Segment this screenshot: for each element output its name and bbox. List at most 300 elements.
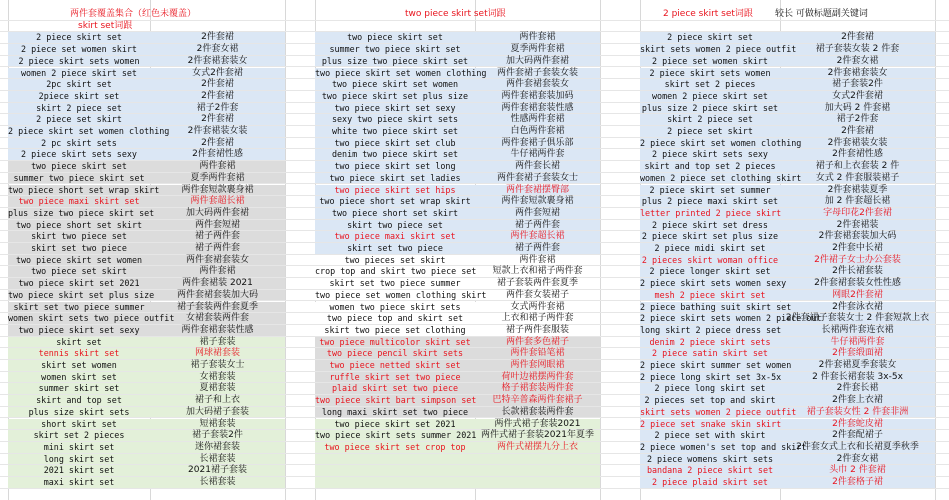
block3-translation-cell[interactable]: 2件套配裙子: [832, 430, 883, 441]
block1-keyword-cell[interactable]: skirt 2 piece set: [36, 102, 122, 113]
block1-subtitle[interactable]: skirt set词跟: [78, 20, 133, 31]
block1-translation-cell[interactable]: 长裙套装: [199, 477, 236, 487]
table-row: [0, 231, 949, 243]
block2-keyword-cell[interactable]: sexy two piece skirt sets: [331, 114, 459, 125]
block1-keyword-cell[interactable]: 2 piece set women skirt: [21, 44, 137, 55]
row-number[interactable]: [0, 255, 8, 266]
block1-keyword-cell[interactable]: two piece skirt set sexy: [18, 324, 140, 335]
block3-keyword-cell[interactable]: 2 piece women's set top and skirt: [640, 441, 807, 452]
block1-keyword-cell[interactable]: two piece short set skirt: [15, 219, 143, 230]
block2-translation-cell[interactable]: 两件式裙子套装2021: [494, 418, 581, 429]
row-number[interactable]: [0, 44, 8, 55]
block1-translation-cell[interactable]: 迷你裙套装: [194, 441, 240, 452]
block2-keyword-cell[interactable]: skirt set two piece: [347, 243, 443, 253]
block1-translation-cell[interactable]: 长裙套装: [199, 453, 236, 464]
block3-translation-cell[interactable]: 网眼2件套裙: [832, 289, 883, 300]
block1-translation-cell[interactable]: 两件套裙装 2021: [182, 278, 253, 289]
block2-keyword-cell[interactable]: summer two piece skirt set: [329, 44, 461, 55]
block1-keyword-cell[interactable]: two piece skirt set: [31, 161, 127, 172]
block2-translation-cell[interactable]: 性感两件套裙: [510, 114, 565, 125]
block1-keyword-cell[interactable]: women 2 piece skirt set: [21, 67, 137, 78]
block1-translation-cell[interactable]: 加大码两件套裙: [185, 207, 249, 218]
block2-translation-cell[interactable]: 两件套裙套装女: [505, 79, 569, 90]
block3-keyword-cell[interactable]: 2 piece longer skirt set: [649, 266, 771, 277]
block1-keyword-cell[interactable]: tennis skirt set: [38, 348, 120, 359]
block2-keyword-cell[interactable]: crop top and skirt two piece set: [315, 266, 477, 277]
row-number[interactable]: [0, 68, 8, 79]
block3-keyword-cell[interactable]: mesh 2 piece skirt set: [654, 289, 766, 300]
block3-keyword-cell[interactable]: skirt sets women 2 piece outfit: [640, 406, 797, 417]
block1-keyword-cell[interactable]: long skirt set: [43, 453, 115, 464]
block1-keyword-cell[interactable]: 2 piece skirt set: [36, 32, 122, 43]
block2-keyword-cell[interactable]: two piece skirt set plus size: [321, 90, 469, 101]
block2-keyword-cell[interactable]: two piece skirt set 2021: [334, 418, 456, 429]
row-number[interactable]: [0, 266, 8, 277]
table-row: [0, 56, 949, 68]
block1-keyword-cell[interactable]: 2 piece skirt sets sexy: [21, 149, 137, 160]
block3-translation-cell[interactable]: 裙子2件套: [836, 114, 879, 125]
block2-translation-cell[interactable]: 巴特辛普森两件套裙子: [492, 395, 583, 406]
block2-keyword-cell[interactable]: two piece skirt set women: [331, 79, 459, 90]
table-row: [0, 360, 949, 372]
table-row: [0, 114, 949, 126]
block3-note[interactable]: 较长 可做标题副关键词: [775, 9, 868, 19]
block3-keyword-cell[interactable]: 2 piece skirt sets women sexy: [640, 278, 787, 289]
row-number[interactable]: [0, 278, 8, 289]
row-number[interactable]: [0, 243, 8, 254]
block3-keyword-cell[interactable]: women 2 piece set clothing skirt: [640, 172, 802, 183]
block3-translation-cell[interactable]: 2件套裙装女装: [827, 137, 888, 148]
block3-keyword-cell[interactable]: 2 piece skirt set dress: [652, 219, 768, 230]
table-row: [0, 383, 949, 395]
block3-translation-cell[interactable]: 裙子和上衣套装 2 件: [815, 161, 900, 172]
block1-keyword-cell[interactable]: skirt set: [56, 336, 102, 347]
block1-keyword-cell[interactable]: 2 piece skirt sets women: [18, 55, 140, 66]
block2-title[interactable]: two piece skirt set词跟: [405, 9, 506, 19]
block2-keyword-cell[interactable]: two piece maxi skirt set: [334, 231, 456, 242]
block2-translation-cell[interactable]: 两件套短裙: [514, 207, 560, 218]
block1-translation-cell[interactable]: 裙子和上衣: [194, 395, 240, 406]
block2-translation-cell[interactable]: 两件套裙子套装女装: [496, 67, 578, 78]
block3-translation-cell[interactable]: 2件套格子裙: [832, 477, 883, 487]
table-row: [0, 266, 949, 278]
block1-keyword-cell[interactable]: two piece short set wrap skirt: [8, 184, 160, 195]
row-number[interactable]: [0, 313, 8, 324]
block1-keyword-cell[interactable]: women skirt set: [41, 371, 117, 382]
row-number[interactable]: [0, 185, 8, 196]
table-row: [0, 196, 949, 208]
block3-keyword-cell[interactable]: 2 piece bathing suit skirt set: [640, 301, 792, 312]
table-row: [0, 372, 949, 384]
block2-keyword-cell[interactable]: plaid skirt set two piece: [331, 383, 459, 394]
block3-translation-cell[interactable]: 2件套裙套装加大码: [818, 231, 897, 242]
block2-keyword-cell[interactable]: white two piece skirt set: [331, 126, 459, 136]
block3-keyword-cell[interactable]: 2 piece womens skirt sets: [646, 453, 774, 464]
block3-keyword-cell[interactable]: skirt 2 piece set: [667, 114, 753, 125]
row-number[interactable]: [0, 325, 8, 336]
row-number[interactable]: [0, 442, 8, 453]
row-number[interactable]: [0, 372, 8, 383]
block1-translation-cell[interactable]: 短裙套装: [199, 418, 236, 429]
block1-keyword-cell[interactable]: two piece maxi skirt set: [18, 196, 140, 207]
block1-translation-cell[interactable]: 裙子套装: [199, 336, 236, 347]
table-row: [0, 79, 949, 91]
block1-translation-cell[interactable]: 女式2件套裙: [192, 67, 243, 78]
block3-keyword-cell[interactable]: plus size 2 piece skirt set: [641, 102, 779, 113]
block3-keyword-cell[interactable]: 2 pieces set top and skirt: [644, 395, 776, 406]
table-row: [0, 348, 949, 360]
block1-keyword-cell[interactable]: 2 pc skirt sets: [41, 137, 117, 148]
table-row: [0, 208, 949, 220]
block2-keyword-cell[interactable]: two piece short set skirt: [331, 207, 459, 218]
block2-keyword-cell[interactable]: two piece skirt set crop top: [324, 441, 466, 452]
block2-translation-cell[interactable]: 两件套长裙: [514, 161, 560, 172]
block3-translation-cell[interactable]: 2件套裙: [841, 32, 874, 43]
block2-translation-cell[interactable]: 两件套裙子套装女士: [496, 172, 578, 183]
block2-translation-cell[interactable]: 两件套裙子俱乐部: [501, 137, 574, 148]
block2-translation-cell[interactable]: 两件式裙摆九分上衣: [496, 441, 578, 452]
block3-translation-cell[interactable]: 2件套中长裙: [832, 243, 883, 253]
block3-translation-cell[interactable]: 裙子套装女装 2 件套: [815, 44, 900, 55]
block1-keyword-cell[interactable]: women skirt sets two piece outfit: [8, 313, 175, 324]
block3-translation-cell[interactable]: 2件套缎面裙: [832, 348, 883, 359]
block2-keyword-cell[interactable]: two piece skirt set women clothing: [315, 67, 487, 78]
block1-keyword-cell[interactable]: two piece skirt set women: [15, 254, 143, 265]
block1-keyword-cell[interactable]: skirt set two piece summer: [13, 301, 145, 312]
row-number[interactable]: [0, 103, 8, 114]
table-row: [0, 103, 949, 115]
row-number[interactable]: [0, 337, 8, 348]
block1-keyword-cell[interactable]: 2021 skirt set: [43, 465, 115, 476]
table-row: [0, 313, 949, 325]
block3-translation-cell[interactable]: 加大码 2 件套裙: [824, 102, 891, 113]
table-row: [0, 138, 949, 150]
block3-keyword-cell[interactable]: 2 piece skirt set: [667, 32, 753, 43]
block2-translation-cell[interactable]: 上衣和裙子两件套: [501, 313, 574, 324]
block1-translation-cell[interactable]: 两件套短款裹身裙: [181, 184, 254, 195]
row-number[interactable]: [0, 208, 8, 219]
block3-translation-cell[interactable]: 2件套裙装: [836, 219, 879, 230]
block3-translation-cell[interactable]: 加 2 件套超长裙: [824, 196, 891, 207]
block2-translation-cell[interactable]: 荷叶边裙摆两件套: [501, 371, 574, 382]
block2-keyword-cell[interactable]: two piece skirt set long: [334, 161, 456, 172]
block1-keyword-cell[interactable]: mini skirt set: [43, 441, 115, 452]
block3-translation-cell[interactable]: 2件裙子女士办公套装: [814, 254, 901, 265]
row-number[interactable]: [0, 32, 8, 43]
block1-translation-cell[interactable]: 两件套裙套装性感: [181, 324, 254, 335]
row-number[interactable]: [0, 407, 8, 418]
block1-keyword-cell[interactable]: two piece set skirt: [31, 266, 127, 277]
block3-translation-cell[interactable]: 裙子套装女性 2 件套非洲: [806, 406, 909, 417]
block2-translation-cell[interactable]: 两件套网眼裙: [510, 360, 565, 370]
block3-keyword-cell[interactable]: 2 piece skirt set women clothing: [640, 137, 802, 148]
block1-translation-cell[interactable]: 裙子套装两件套夏季: [176, 301, 258, 312]
block3-translation-cell[interactable]: 2件套上衣裙: [832, 395, 883, 406]
block2-translation-cell[interactable]: 两件套铅笔裙: [510, 348, 565, 359]
row-number[interactable]: [0, 430, 8, 441]
block2-translation-cell[interactable]: 裙子两件套服装: [505, 324, 569, 335]
table-row: [0, 243, 949, 255]
block2-translation-cell[interactable]: 两件套裙套装性感: [501, 102, 574, 113]
block2-keyword-cell[interactable]: two piece top and skirt set: [326, 313, 464, 324]
block1-keyword-cell[interactable]: two piece skirt set 2021: [18, 278, 140, 289]
block3-keyword-cell[interactable]: 2 piece set women skirt: [652, 55, 768, 66]
block3-translation-cell[interactable]: 头巾 2 件套裙: [829, 465, 886, 476]
block2-keyword-cell[interactable]: two piece pencil skirt sets: [326, 348, 464, 359]
block3-translation-cell[interactable]: 裙子套装2件: [832, 79, 883, 90]
block1-keyword-cell[interactable]: 2piece skirt set: [38, 90, 120, 101]
block3-title[interactable]: 2 piece skirt set词跟: [663, 9, 753, 19]
block2-keyword-cell[interactable]: two piece skirt set club: [334, 137, 456, 148]
block2-translation-cell[interactable]: 白色两件套裙: [510, 126, 565, 136]
row-number[interactable]: [0, 419, 8, 430]
block3-keyword-cell[interactable]: 2 piece skirt set plus size: [641, 231, 779, 242]
block2-translation-cell[interactable]: 两件套多色裙子: [505, 336, 569, 347]
block3-keyword-cell[interactable]: skirt and top set 2 pieces: [644, 161, 776, 172]
block3-keyword-cell[interactable]: 2 piece set skirt: [667, 126, 753, 136]
table-row: [0, 255, 949, 267]
row-number[interactable]: [0, 348, 8, 359]
block1-keyword-cell[interactable]: skirt set 2 pieces: [33, 430, 125, 441]
block3-translation-cell[interactable]: 2件套女裙: [836, 55, 879, 66]
block3-keyword-cell[interactable]: skirt sets women 2 piece outfit: [640, 44, 797, 55]
table-row: [0, 44, 949, 56]
block2-keyword-cell[interactable]: two pieces set skirt: [344, 254, 446, 265]
block2-keyword-cell[interactable]: two piece skirt set ladies: [329, 172, 461, 183]
block1-translation-cell[interactable]: 夏裙套装: [199, 383, 236, 394]
block3-keyword-cell[interactable]: 2 piece long skirt set 3x-5x: [640, 371, 782, 382]
block3-translation-cell[interactable]: 牛仔裙两件套: [830, 336, 885, 347]
block2-translation-cell[interactable]: 裙子两件套: [514, 243, 560, 253]
block1-translation-cell[interactable]: 两件套超长裙: [190, 196, 245, 207]
block2-keyword-cell[interactable]: women two piece skirt sets: [329, 301, 461, 312]
block1-translation-cell[interactable]: 裙子两件套: [194, 243, 240, 253]
block3-keyword-cell[interactable]: bandana 2 piece skirt set: [646, 465, 774, 476]
block3-keyword-cell[interactable]: denim 2 piece skirt sets: [649, 336, 771, 347]
block3-keyword-cell[interactable]: 2 piece skirt sets women: [649, 67, 771, 78]
block1-translation-cell[interactable]: 网球裙套装: [194, 348, 240, 359]
block2-translation-cell[interactable]: 裙子套装两件套夏季: [496, 278, 578, 289]
row-number[interactable]: [0, 454, 8, 465]
row-number[interactable]: [0, 465, 8, 476]
row-number[interactable]: [0, 91, 8, 102]
block1-translation-cell[interactable]: 两件套短裙: [194, 219, 240, 230]
block1-translation-cell[interactable]: 裙子两件套: [194, 231, 240, 242]
block1-translation-cell[interactable]: 2021裙子套装: [188, 465, 247, 476]
table-row: [0, 278, 949, 290]
block3-translation-cell[interactable]: 2件套蛇皮裙: [832, 418, 883, 429]
row-number[interactable]: [0, 114, 8, 125]
block1-translation-cell[interactable]: 裙子2件套: [196, 102, 239, 113]
block1-keyword-cell[interactable]: skirt two piece set: [31, 231, 127, 242]
block2-translation-cell[interactable]: 两件套裙: [519, 32, 556, 43]
block2-keyword-cell[interactable]: two piece skirt sets summer 2021: [315, 430, 477, 441]
block2-translation-cell[interactable]: 加大码两件套裙: [505, 55, 569, 66]
block2-translation-cell[interactable]: 牛仔裙两件套: [510, 149, 565, 160]
block2-keyword-cell[interactable]: two piece netted skirt set: [329, 360, 461, 370]
block3-keyword-cell[interactable]: 2 piece midi skirt set: [654, 243, 766, 253]
row-number[interactable]: [0, 477, 8, 488]
block2-translation-cell[interactable]: 两件套裙套装加码: [501, 90, 574, 101]
block3-translation-cell[interactable]: 2件长裙套装: [832, 266, 883, 277]
table-row: [0, 442, 949, 454]
header-row: [0, 9, 949, 21]
table-row: [0, 290, 949, 302]
row-number[interactable]: [0, 302, 8, 313]
block3-keyword-cell[interactable]: 2 piece skirt set summer: [649, 184, 771, 195]
block3-keyword-cell[interactable]: 2 piece long skirt set: [654, 383, 766, 394]
block2-keyword-cell[interactable]: denim two piece skirt set: [331, 149, 459, 160]
block1-translation-cell[interactable]: 裙子套装女士: [190, 360, 245, 370]
block1-translation-cell[interactable]: 2件套裙: [201, 114, 234, 125]
block2-translation-cell[interactable]: 两件套裙: [519, 254, 556, 265]
block1-translation-cell[interactable]: 两件套裙套装加大码: [176, 289, 258, 300]
table-row: [0, 126, 949, 138]
block2-keyword-cell[interactable]: long maxi skirt set two piece: [321, 406, 469, 417]
block1-title[interactable]: 两件套覆盖集合（红色未覆盖）: [70, 9, 197, 19]
table-row: [0, 220, 949, 232]
block3-translation-cell[interactable]: 2件套裙套装女性性感: [814, 278, 901, 289]
block1-translation-cell[interactable]: 2件套裙性感: [192, 149, 243, 160]
block1-translation-cell[interactable]: 2件套裙: [201, 32, 234, 43]
block2-keyword-cell[interactable]: ruffle skirt set two piece: [329, 371, 461, 382]
block3-keyword-cell[interactable]: 2 piece set snake skin skirt: [640, 418, 782, 429]
block1-translation-cell[interactable]: 夏季两件套裙: [190, 172, 245, 183]
block2-keyword-cell[interactable]: two piece skirt bart simpson set: [315, 395, 477, 406]
row-number[interactable]: [0, 149, 8, 160]
block3-keyword-cell[interactable]: 2 piece satin skirt set: [652, 348, 768, 359]
block3-translation-cell[interactable]: 2件套泳衣裙: [832, 301, 883, 312]
block3-keyword-cell[interactable]: 2 piece set with skirt: [654, 430, 766, 441]
block1-keyword-cell[interactable]: skirt and top set: [36, 395, 122, 406]
block3-translation-cell[interactable]: 女式 2 件套服装裙子: [815, 172, 900, 183]
row-number[interactable]: [0, 383, 8, 394]
row-number[interactable]: [0, 196, 8, 207]
table-row: [0, 337, 949, 349]
row-number[interactable]: [0, 56, 8, 67]
block3-keyword-cell[interactable]: 2 piece plaid skirt set: [652, 477, 768, 487]
block2-keyword-cell[interactable]: skirt set two piece summer: [329, 278, 461, 289]
block2-keyword-cell[interactable]: skirt two piece set clothing: [324, 324, 466, 335]
table-row: [0, 91, 949, 103]
table-row: [0, 454, 949, 466]
block2-translation-cell[interactable]: 两件套裙摆臀部: [505, 184, 569, 195]
block3-translation-cell[interactable]: 2 件套长裙套装 3x-5x: [812, 371, 903, 382]
block1-keyword-cell[interactable]: 2 piece set skirt: [36, 114, 122, 125]
row-number[interactable]: [0, 220, 8, 231]
block2-keyword-cell[interactable]: plus size two piece skirt set: [321, 55, 469, 66]
block1-translation-cell[interactable]: 两件套裙: [199, 266, 236, 277]
block1-keyword-cell[interactable]: maxi skirt set: [43, 477, 115, 487]
row-number[interactable]: [0, 231, 8, 242]
row-number[interactable]: [0, 290, 8, 301]
block2-translation-cell[interactable]: 格子裙套装两件套: [501, 383, 574, 394]
row-number[interactable]: [0, 395, 8, 406]
block1-translation-cell[interactable]: 两件套裙套装女: [185, 254, 249, 265]
block3-keyword-cell[interactable]: 2 piece skirt sets women 2 piece out: [640, 313, 822, 324]
row-number[interactable]: [0, 79, 8, 90]
block3-translation-cell[interactable]: 2件套裙: [841, 126, 874, 136]
block3-keyword-cell[interactable]: skirt set 2 pieces: [664, 79, 756, 90]
block3-translation-cell[interactable]: 2件套裙性感: [832, 149, 883, 160]
block3-keyword-cell[interactable]: plus 2 piece maxi skirt set: [641, 196, 779, 207]
block2-translation-cell[interactable]: 两件套短款裹身裙: [501, 196, 574, 207]
block1-translation-cell[interactable]: 2件套裙: [201, 90, 234, 101]
block1-translation-cell[interactable]: 2件套裙装女装: [187, 126, 248, 136]
block2-keyword-cell[interactable]: skirt two piece set: [347, 219, 443, 230]
block2-translation-cell[interactable]: 女式两件套裙: [510, 301, 565, 312]
block3-translation-cell[interactable]: 女式2件套裙: [832, 90, 883, 101]
block1-keyword-cell[interactable]: skirt set women: [41, 360, 117, 370]
row-number[interactable]: [0, 126, 8, 137]
block3-translation-cell[interactable]: 2件套裙套装女: [827, 67, 888, 78]
block3-keyword-cell[interactable]: women 2 piece skirt set: [652, 90, 768, 101]
block2-keyword-cell[interactable]: two piece skirt set hips: [334, 184, 456, 195]
block1-translation-cell[interactable]: 2件套裙: [201, 137, 234, 148]
block3-translation-cell[interactable]: 2件套女裙: [836, 453, 879, 464]
row-number[interactable]: [0, 161, 8, 172]
block1-translation-cell[interactable]: 裙子套装2件: [192, 430, 243, 441]
block1-translation-cell[interactable]: 2件套女裙: [196, 44, 239, 55]
block3-translation-cell[interactable]: 2件套裙子套装女士 2 件套短款上衣: [785, 313, 930, 324]
block1-keyword-cell[interactable]: 2pc skirt set: [46, 79, 112, 90]
block1-keyword-cell[interactable]: skirt set two piece: [31, 243, 127, 253]
row-number[interactable]: [0, 138, 8, 149]
block3-keyword-cell[interactable]: 2 pieces skirt woman office: [641, 254, 779, 265]
block3-keyword-cell[interactable]: long skirt 2 piece dress set: [640, 324, 782, 335]
block1-keyword-cell[interactable]: two piece skirt set plus size: [8, 289, 155, 300]
block3-translation-cell[interactable]: 2件套裙装夏季: [827, 184, 888, 195]
block1-translation-cell[interactable]: 2件套裙: [201, 79, 234, 90]
block1-keyword-cell[interactable]: plus size skirt sets: [28, 406, 130, 417]
block2-translation-cell[interactable]: 短款上衣和裙子两件套: [492, 266, 583, 277]
block1-keyword-cell[interactable]: summer two piece skirt set: [13, 172, 145, 183]
table-row: [0, 149, 949, 161]
row-number[interactable]: [0, 173, 8, 184]
block2-translation-cell[interactable]: 长款裙套装两件套: [501, 406, 574, 417]
row-number[interactable]: [0, 360, 8, 371]
block2-translation-cell[interactable]: 夏季两件套裙: [510, 44, 565, 55]
block2-translation-cell[interactable]: 两件套女装裙子: [505, 289, 569, 300]
block2-translation-cell[interactable]: 两件式裙子套装2021年夏季: [481, 430, 594, 441]
block1-translation-cell[interactable]: 2件套裙套装女: [187, 55, 248, 66]
block3-translation-cell[interactable]: 字母印花2件套裙: [823, 207, 892, 218]
block2-keyword-cell[interactable]: two piece skirt set sexy: [334, 102, 456, 113]
block2-translation-cell[interactable]: 裙子两件套: [514, 219, 560, 230]
block3-translation-cell[interactable]: 2件套女式上衣和长裙夏季秋季: [796, 441, 919, 452]
block2-keyword-cell[interactable]: two piece set women clothing skirt: [315, 289, 487, 300]
block3-translation-cell[interactable]: 长裙两件套连衣裙: [821, 324, 894, 335]
block3-translation-cell[interactable]: 2件套长裙: [836, 383, 879, 394]
block1-keyword-cell[interactable]: short skirt set: [41, 418, 117, 429]
block1-keyword-cell[interactable]: plus size two piece skirt set: [8, 207, 155, 218]
block3-keyword-cell[interactable]: letter printed 2 piece skirt: [640, 207, 782, 218]
block2-keyword-cell[interactable]: two piece short set wrap skirt: [319, 196, 471, 207]
block1-translation-cell[interactable]: 女裙套装: [199, 371, 236, 382]
block3-keyword-cell[interactable]: 2 piece skirt sets sexy: [652, 149, 768, 160]
block1-keyword-cell[interactable]: summer skirt set: [38, 383, 120, 394]
block2-keyword-cell[interactable]: two piece skirt set: [347, 32, 443, 43]
table-row: [0, 68, 949, 80]
block3-keyword-cell[interactable]: 2 piece skirt summer set women: [640, 360, 792, 370]
block1-translation-cell[interactable]: 两件套裙: [199, 161, 236, 172]
block3-translation-cell[interactable]: 2件套裙夏季套装女: [818, 360, 897, 370]
block2-translation-cell[interactable]: 两件套超长裙: [510, 231, 565, 242]
block2-keyword-cell[interactable]: two piece multicolor skirt set: [319, 336, 471, 347]
block1-translation-cell[interactable]: 女裙套装两件套: [185, 313, 249, 324]
block1-translation-cell[interactable]: 加大码裙子套装: [185, 406, 249, 417]
block1-keyword-cell[interactable]: 2 piece skirt set women clothing: [8, 126, 170, 136]
